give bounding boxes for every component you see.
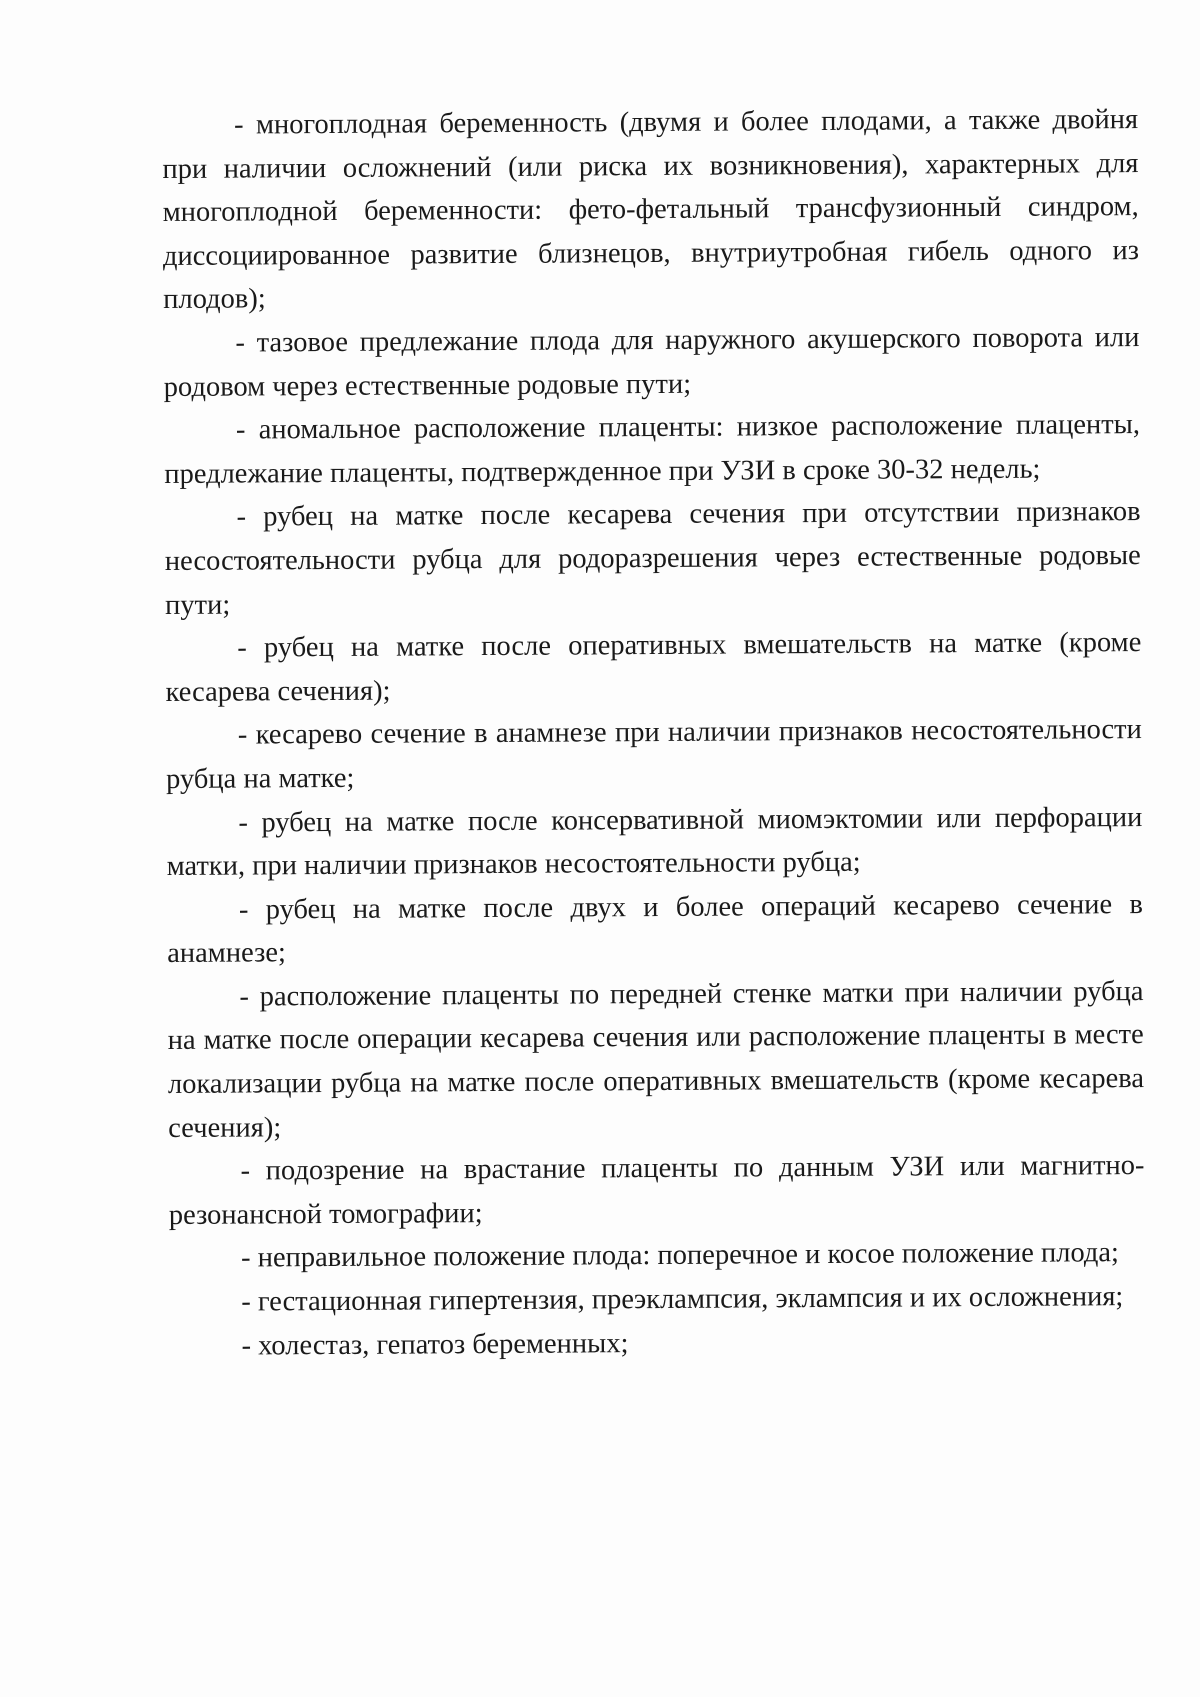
list-item: - рубец на матке после оперативных вмешательств на матке (кроме кесарева сечения); — [165, 627, 1142, 708]
list-item: - кесарево сечение в анамнезе при наличии признаков несостоятельности рубца на матке; — [166, 714, 1142, 795]
list-item: - гестационная гипертензия, преэклампсия, эклампсия и их осложнения; — [241, 1281, 1124, 1318]
list-item: - рубец на матке после консервативной миомэктомии или перфорации матки, при наличии признаков несостоятельности рубца; — [166, 801, 1143, 883]
list-item: - многоплодная беременность (двумя и более плодами, а также двойня при наличии осложнений (или риска их возникновения), характерных для многоплодной беременности: фето-фетальный трансфузионный синдром, диссоциированное развитие близнецов, внутриутробная гибель одного из плодов); — [162, 104, 1140, 316]
list-item: - рубец на матке после кесарева сечения при отсутствии признаков несостоятельности рубца для родоразрешения через естественные родовые пути; — [164, 496, 1141, 621]
list-item: - подозрение на врастание плаценты по данным УЗИ или магнитно-резонансной томографии; — [168, 1150, 1145, 1231]
list-item: - расположение плаценты по передней стенке матки при наличии рубца на матке после операции кесарева сечения или расположение плаценты в месте локализации рубца на матке после оперативных вмешательств (кроме кесарева сечения); — [167, 975, 1145, 1144]
list-item: - тазовое предлежание плода для наружного акушерского поворота или родовом через естественные родовые пути; — [163, 322, 1140, 403]
list-item: - аномальное расположение плаценты: низкое расположение плаценты, предлежание плаценты, подтвержденное при УЗИ в сроке 30-32 недель; — [164, 409, 1141, 490]
list-item: - рубец на матке после двух и более операций кесарево сечение в анамнезе; — [167, 888, 1144, 970]
list-item: - холестаз, гепатоз беременных; — [241, 1327, 629, 1362]
list-item: - неправильное положение плода: поперечное и косое положение плода; — [240, 1237, 1120, 1274]
document-page — [162, 98, 1146, 1368]
